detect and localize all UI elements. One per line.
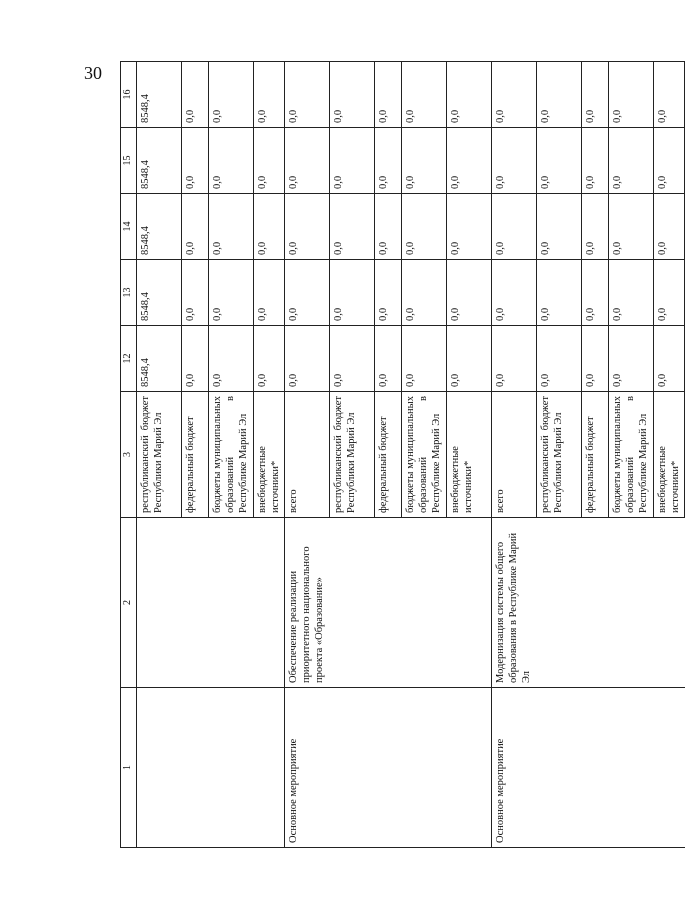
cell-amount: 0,0 [491, 326, 536, 392]
cell-amount: 0,0 [446, 194, 491, 260]
table-row [536, 62, 581, 848]
table-row [329, 62, 374, 848]
cell-funding-source: внебюджетные источники* [446, 392, 491, 518]
cell-amount: 0,0 [181, 128, 208, 194]
table-body [136, 62, 685, 848]
cell-status: Основное мероприятие [284, 688, 329, 848]
table-row [181, 62, 208, 848]
cell-amount: 0,0 [284, 326, 329, 392]
cell-status [653, 688, 684, 848]
cell-amount: 0,0 [374, 260, 401, 326]
cell-amount: 0,0 [536, 326, 581, 392]
cell-status [253, 688, 284, 848]
cell-amount: 0,0 [253, 62, 284, 128]
cell-amount: 0,0 [329, 128, 374, 194]
cell-measure-name [136, 518, 181, 688]
cell-measure-name [401, 518, 446, 688]
col-header-16: 16 [121, 62, 137, 128]
cell-amount: 0,0 [401, 194, 446, 260]
cell-amount: 0,0 [253, 128, 284, 194]
cell-amount: 0,0 [253, 194, 284, 260]
col-header-2: 2 [121, 518, 137, 688]
cell-amount: 0,0 [253, 326, 284, 392]
cell-amount: 0,0 [284, 194, 329, 260]
cell-amount: 0,0 [374, 128, 401, 194]
cell-amount: 0,0 [208, 326, 253, 392]
table-row [208, 62, 253, 848]
cell-amount: 0,0 [284, 128, 329, 194]
cell-measure-name [608, 518, 653, 688]
cell-amount: 0,0 [284, 62, 329, 128]
cell-measure-name [536, 518, 581, 688]
cell-amount: 0,0 [374, 194, 401, 260]
cell-funding-source: республиканский бюджет Республики Марий Эл [536, 392, 581, 518]
cell-status [401, 688, 446, 848]
cell-amount: 0,0 [581, 62, 608, 128]
cell-status [581, 688, 608, 848]
cell-status [374, 688, 401, 848]
cell-amount: 0,0 [374, 326, 401, 392]
table-row [284, 62, 329, 848]
cell-measure-name [446, 518, 491, 688]
table-row [374, 62, 401, 848]
cell-amount: 0,0 [653, 260, 684, 326]
col-header-13: 13 [121, 260, 137, 326]
cell-measure-name [329, 518, 374, 688]
cell-status: Основное мероприятие [491, 688, 536, 848]
col-header-12: 12 [121, 326, 137, 392]
cell-amount: 0,0 [401, 62, 446, 128]
cell-measure-name [253, 518, 284, 688]
cell-amount: 0,0 [536, 194, 581, 260]
cell-amount: 0,0 [284, 260, 329, 326]
cell-amount: 0,0 [446, 62, 491, 128]
cell-amount: 0,0 [401, 128, 446, 194]
cell-amount: 0,0 [608, 260, 653, 326]
cell-amount: 0,0 [491, 194, 536, 260]
cell-amount: 0,0 [653, 62, 684, 128]
cell-amount: 0,0 [491, 260, 536, 326]
cell-amount: 0,0 [181, 194, 208, 260]
cell-measure-name: Модернизация системы общего образования в Республике Марий Эл [491, 518, 536, 688]
cell-funding-source: федеральный бюджет [181, 392, 208, 518]
cell-amount: 0,0 [653, 326, 684, 392]
cell-amount: 8548,4 [136, 260, 181, 326]
cell-funding-source: бюджеты муниципальных образований в Республике Марий Эл [208, 392, 253, 518]
cell-amount: 0,0 [581, 326, 608, 392]
cell-funding-source: всего [284, 392, 329, 518]
cell-measure-name: Обеспечение реализации приоритетного национального проекта «Образование» [284, 518, 329, 688]
cell-funding-source: республиканский бюджет Республики Марий Эл [329, 392, 374, 518]
table-row [608, 62, 653, 848]
cell-funding-source: федеральный бюджет [374, 392, 401, 518]
cell-amount: 0,0 [208, 194, 253, 260]
cell-measure-name [374, 518, 401, 688]
cell-amount: 0,0 [329, 260, 374, 326]
cell-amount: 0,0 [536, 62, 581, 128]
cell-status [136, 688, 181, 848]
cell-amount: 0,0 [491, 62, 536, 128]
cell-amount: 0,0 [608, 326, 653, 392]
cell-amount: 0,0 [608, 62, 653, 128]
cell-measure-name [208, 518, 253, 688]
cell-amount: 0,0 [208, 128, 253, 194]
table-row [136, 62, 181, 848]
cell-funding-source: всего [491, 392, 536, 518]
table-row [253, 62, 284, 848]
cell-amount: 0,0 [653, 194, 684, 260]
table-row [653, 62, 684, 848]
table-row [446, 62, 491, 848]
cell-amount: 0,0 [374, 62, 401, 128]
col-header-3: 3 [121, 392, 137, 518]
cell-status [536, 688, 581, 848]
cell-amount: 0,0 [491, 128, 536, 194]
cell-amount: 0,0 [581, 260, 608, 326]
cell-measure-name [581, 518, 608, 688]
cell-amount: 0,0 [536, 128, 581, 194]
cell-amount: 0,0 [253, 260, 284, 326]
cell-amount: 0,0 [581, 194, 608, 260]
cell-amount: 0,0 [581, 128, 608, 194]
cell-amount: 0,0 [181, 62, 208, 128]
cell-funding-source: бюджеты муниципальных образований в Республике Марий Эл [608, 392, 653, 518]
cell-amount: 0,0 [608, 194, 653, 260]
page-number: 30 [84, 63, 102, 83]
cell-amount: 0,0 [446, 326, 491, 392]
cell-status [446, 688, 491, 848]
cell-amount: 0,0 [608, 128, 653, 194]
cell-amount: 0,0 [329, 194, 374, 260]
header-row [121, 62, 137, 848]
cell-amount: 0,0 [401, 260, 446, 326]
table-row [401, 62, 446, 848]
cell-amount: 8548,4 [136, 128, 181, 194]
cell-funding-source: внебюджетные источники* [253, 392, 284, 518]
cell-funding-source: внебюджетные источники* [653, 392, 684, 518]
cell-amount: 0,0 [329, 62, 374, 128]
cell-funding-source: бюджеты муниципальных образований в Республике Марий Эл [401, 392, 446, 518]
col-header-14: 14 [121, 194, 137, 260]
cell-measure-name [181, 518, 208, 688]
table-row [491, 62, 536, 848]
cell-measure-name [653, 518, 684, 688]
cell-status [329, 688, 374, 848]
cell-amount: 0,0 [401, 326, 446, 392]
cell-amount: 0,0 [446, 128, 491, 194]
cell-amount: 0,0 [653, 128, 684, 194]
col-header-1: 1 [121, 688, 137, 848]
col-header-15: 15 [121, 128, 137, 194]
cell-amount: 8548,4 [136, 62, 181, 128]
cell-amount: 8548,4 [136, 326, 181, 392]
table-row [581, 62, 608, 848]
cell-amount: 0,0 [329, 326, 374, 392]
cell-funding-source: федеральный бюджет [581, 392, 608, 518]
cell-amount: 0,0 [446, 260, 491, 326]
cell-amount: 0,0 [536, 260, 581, 326]
rotated-table-sheet [120, 62, 681, 848]
cell-amount: 0,0 [208, 62, 253, 128]
cell-funding-source: республиканский бюджет Республики Марий Эл [136, 392, 181, 518]
cell-status [181, 688, 208, 848]
budget-table [120, 61, 685, 848]
cell-amount: 0,0 [181, 260, 208, 326]
cell-status [608, 688, 653, 848]
cell-amount: 0,0 [181, 326, 208, 392]
cell-amount: 0,0 [208, 260, 253, 326]
cell-amount: 8548,4 [136, 194, 181, 260]
cell-status [208, 688, 253, 848]
